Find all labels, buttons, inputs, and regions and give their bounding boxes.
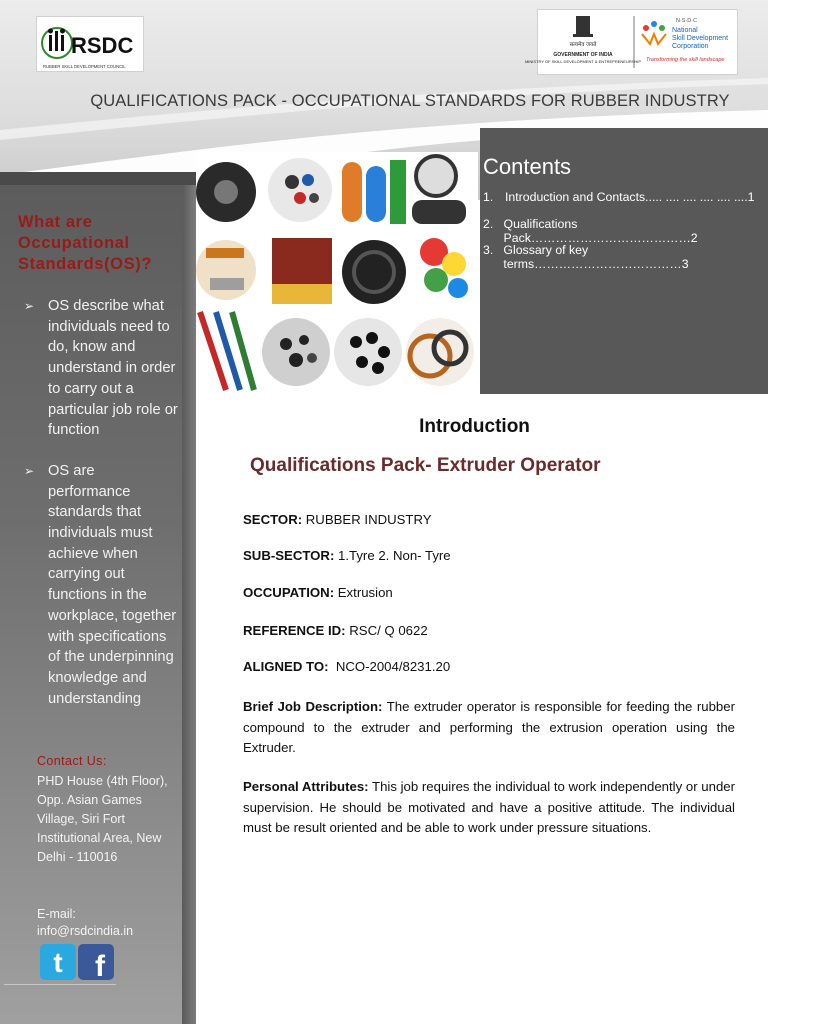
balloons-image [420,238,468,298]
grommets-image [334,318,402,386]
occupation-field: OCCUPATION: Extrusion [243,585,393,600]
gauge-image [412,156,466,224]
sidebar-bullets [24,296,180,729]
tyre-image [196,162,256,222]
facebook-icon[interactable] [78,944,114,983]
belts-image [406,318,474,386]
svg-text:GOVERNMENT OF INDIA: GOVERNMENT OF INDIA [553,52,613,58]
introduction-heading: Introduction [419,416,530,437]
reference-id-field: REFERENCE ID: RSC/ Q 0622 [243,623,428,638]
contact-heading: Contact Us: [37,754,107,768]
sidebar-heading: What are Occupational Standards(OS)? [18,213,152,273]
contents-panel [480,128,768,394]
emblem-icon [573,16,593,37]
rubber-products-collage [196,152,478,392]
rubber-parts-image [268,158,332,222]
email-label: E-mail: [37,907,76,921]
arrow-bullet-icon: ➢ [24,463,35,478]
contents-item[interactable]: 1. Introduction and Contacts..... .... .... .... .... ....1 [483,190,755,204]
svg-text:National: National [672,27,698,34]
seals-image [262,318,330,386]
contact-address: PHD House (4th Floor), Opp. Asian Games Village, Siri Fort Institutional Area, New Delhi - 110016 [37,774,168,864]
contents-list [483,190,757,270]
sidebar-divider [4,984,116,985]
svg-text:t: t [53,947,63,978]
contents-item[interactable]: 2. Qualifications Pack…………………………………2 [483,216,698,245]
banner-title: QUALIFICATIONS PACK - OCCUPATIONAL STANDARDS FOR RUBBER INDUSTRY [90,92,730,110]
nsdc-people-icon [642,21,666,44]
brief-job-description: Brief Job Description: The extruder operator is responsible for feeding the rubber compound to the extruder and performing the extrusion operation using the Extruder. [243,699,735,755]
subsector-field: SUB-SECTOR: 1.Tyre 2. Non- Tyre [243,548,451,563]
qualification-pack-title: Qualifications Pack- Extruder Operator [250,455,601,476]
rsdc-logo-subtitle: RUBBER SKILL DEVELOPMENT COUNCIL [43,64,126,69]
twitter-icon[interactable] [40,944,76,980]
svg-text:Transforming the skill landsca: Transforming the skill landscape [646,57,725,63]
svg-text:f: f [95,950,105,983]
contents-title: Contents [483,154,572,179]
rsdc-logo [36,16,144,72]
tubing-image [200,312,254,390]
svg-text:सत्यमेव जयते: सत्यमेव जयते [569,42,597,48]
svg-text:MINISTRY OF SKILL DEVELOPMENT: MINISTRY OF SKILL DEVELOPMENT & ENTREPRENEURSHIP [524,59,642,64]
brushes-image [196,240,256,300]
svg-text:N·S·D·C: N·S·D·C [676,18,698,24]
sidebar-bullet [24,296,180,441]
hoses-image [342,240,406,304]
bullet-text: OS are performance standards that individuals must achieve when carrying out functions in the workplace, together with specifications of the underpinning knowledge and understanding [48,462,177,707]
sidebar-edge [182,185,196,1024]
aligned-to-field: ALIGNED TO: NCO-2004/8231.20 [243,659,451,674]
gov-nsdc-logo [524,9,738,75]
svg-text:Skill Development: Skill Development [672,35,729,42]
social-links [40,944,114,983]
personal-attributes: Personal Attributes: This job requires the individual to work independently or under supervision. He should be motivated and have a positive attitude. The individual must be result oriented and be able to work under pressure situations. [243,779,735,835]
sector-field: SECTOR: RUBBER INDUSTRY [243,512,432,527]
bullet-text: OS describe what individuals need to do, know and understand in order to carry out a particular job role or function [48,298,178,439]
rubber-rolls-image [342,160,406,224]
arrow-bullet-icon: ➢ [24,299,35,313]
rsdc-logo-text: RSDC [71,33,134,58]
contents-item[interactable]: 3. Glossary of key terms………………………………3 [483,243,689,271]
flooring-image [272,238,332,304]
svg-text:Corporation: Corporation [672,43,709,50]
sidebar-bullet [24,461,180,709]
email-link[interactable]: info@rsdcindia.in [37,924,134,938]
